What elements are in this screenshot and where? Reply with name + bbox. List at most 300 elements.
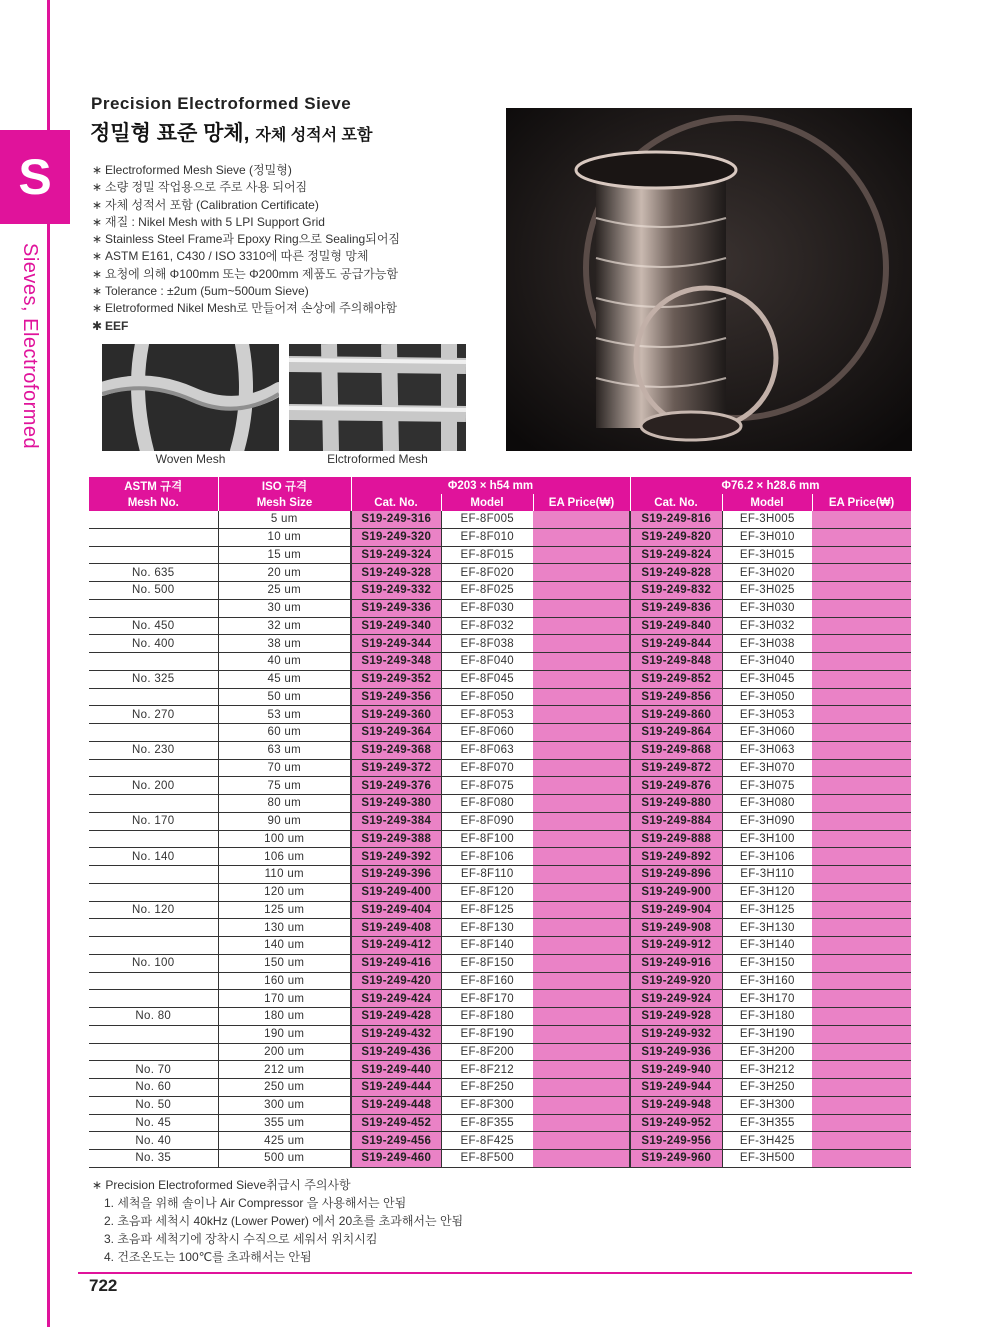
price-cell	[533, 1008, 630, 1026]
price-cell	[812, 564, 911, 582]
price-cell	[812, 972, 911, 990]
model-cell: EF-8F080	[441, 795, 533, 813]
cat-no-cell: S19-249-928	[630, 1008, 722, 1026]
price-cell	[533, 830, 630, 848]
table-row	[89, 990, 911, 1008]
iso-size-cell: 125 um	[218, 901, 351, 919]
header-price: EA Price(₩)	[533, 494, 630, 511]
model-cell: EF-8F170	[441, 990, 533, 1008]
astm-mesh-cell: No. 120	[89, 901, 218, 919]
price-cell	[533, 812, 630, 830]
model-cell: EF-8F040	[441, 653, 533, 671]
price-cell	[812, 1096, 911, 1114]
price-cell	[533, 1132, 630, 1150]
note-line: 3. 초음파 세척기에 장착시 수직으로 세워서 위치시킴	[104, 1232, 378, 1246]
price-cell	[812, 883, 911, 901]
model-cell: EF-3H180	[722, 1008, 812, 1026]
iso-size-cell: 130 um	[218, 919, 351, 937]
price-cell	[812, 546, 911, 564]
table-row	[89, 1061, 911, 1079]
header-iso: ISO 규격	[218, 477, 351, 494]
table-row	[89, 1150, 911, 1168]
price-cell	[533, 883, 630, 901]
price-cell	[533, 1079, 630, 1097]
cat-no-cell: S19-249-460	[351, 1150, 441, 1168]
iso-size-cell: 170 um	[218, 990, 351, 1008]
note-line: 4. 건조온도는 100℃를 초과해서는 안됨	[104, 1250, 312, 1264]
price-cell	[533, 901, 630, 919]
price-cell	[812, 528, 911, 546]
bullet-icon: ∗	[92, 232, 103, 247]
price-cell	[812, 1025, 911, 1043]
price-cell	[812, 812, 911, 830]
iso-size-cell: 60 um	[218, 724, 351, 742]
model-cell: EF-3H125	[722, 901, 812, 919]
astm-mesh-cell: No. 100	[89, 954, 218, 972]
price-cell	[533, 582, 630, 600]
title-korean-sub: 자체 성적서 포함	[255, 127, 373, 144]
feature-text: 재질 : Nikel Mesh with 5 LPI Support Grid	[105, 214, 325, 229]
cat-no-cell: S19-249-316	[351, 511, 441, 528]
iso-size-cell: 70 um	[218, 759, 351, 777]
model-cell: EF-8F060	[441, 724, 533, 742]
iso-size-cell: 25 um	[218, 582, 351, 600]
price-cell	[812, 937, 911, 955]
cat-no-cell: S19-249-824	[630, 546, 722, 564]
model-cell: EF-8F025	[441, 582, 533, 600]
price-cell	[812, 759, 911, 777]
cat-no-cell: S19-249-904	[630, 901, 722, 919]
cat-no-cell: S19-249-380	[351, 795, 441, 813]
bullet-icon: ∗	[92, 163, 103, 177]
astm-mesh-cell: No. 40	[89, 1132, 218, 1150]
cat-no-cell: S19-249-940	[630, 1061, 722, 1079]
price-cell	[533, 1150, 630, 1168]
feature-text: Stainless Steel Frame과 Epoxy Ring으로 Sealing되어짐	[105, 232, 400, 247]
iso-size-cell: 32 um	[218, 617, 351, 635]
cat-no-cell: S19-249-436	[351, 1043, 441, 1061]
cat-no-cell: S19-249-896	[630, 866, 722, 884]
table-row	[89, 706, 911, 724]
cat-no-cell: S19-249-960	[630, 1150, 722, 1168]
cat-no-cell: S19-249-880	[630, 795, 722, 813]
header-cat-no-2: Cat. No.	[630, 494, 722, 511]
woven-mesh-image	[102, 344, 279, 451]
table-header-row-1	[89, 477, 911, 494]
price-cell	[533, 706, 630, 724]
price-cell	[812, 617, 911, 635]
model-cell: EF-3H150	[722, 954, 812, 972]
table-row	[89, 724, 911, 742]
cat-no-cell: S19-249-412	[351, 937, 441, 955]
model-cell: EF-3H130	[722, 919, 812, 937]
page-number: 722	[89, 1276, 118, 1295]
model-cell: EF-8F110	[441, 866, 533, 884]
iso-size-cell: 75 um	[218, 777, 351, 795]
astm-mesh-cell	[89, 688, 218, 706]
astm-mesh-cell: No. 170	[89, 812, 218, 830]
cat-no-cell: S19-249-924	[630, 990, 722, 1008]
table-row	[89, 848, 911, 866]
price-cell	[533, 1114, 630, 1132]
iso-size-cell: 20 um	[218, 564, 351, 582]
price-cell	[812, 777, 911, 795]
price-cell	[533, 972, 630, 990]
price-cell	[812, 1008, 911, 1026]
cat-no-cell: S19-249-428	[351, 1008, 441, 1026]
price-cell	[812, 919, 911, 937]
model-cell: EF-8F106	[441, 848, 533, 866]
feature-text: EEF	[105, 318, 129, 333]
iso-size-cell: 45 um	[218, 670, 351, 688]
footer-rule	[78, 1272, 912, 1274]
cat-no-cell: S19-249-324	[351, 546, 441, 564]
model-cell: EF-3H005	[722, 511, 812, 528]
iso-size-cell: 100 um	[218, 830, 351, 848]
cat-no-cell: S19-249-452	[351, 1114, 441, 1132]
table-row	[89, 954, 911, 972]
cat-no-cell: S19-249-336	[351, 599, 441, 617]
model-cell: EF-3H300	[722, 1096, 812, 1114]
cat-no-cell: S19-249-344	[351, 635, 441, 653]
price-cell	[533, 617, 630, 635]
astm-mesh-cell	[89, 866, 218, 884]
model-cell: EF-3H063	[722, 741, 812, 759]
table-row	[89, 759, 911, 777]
cat-no-cell: S19-249-944	[630, 1079, 722, 1097]
astm-mesh-cell: No. 200	[89, 777, 218, 795]
side-title	[18, 243, 46, 473]
feature-text: ASTM E161, C430 / ISO 3310에 따른 정밀형 망체	[105, 249, 369, 264]
astm-mesh-cell: No. 400	[89, 635, 218, 653]
cat-no-cell: S19-249-856	[630, 688, 722, 706]
header-astm: ASTM 규격	[89, 477, 218, 494]
price-cell	[812, 741, 911, 759]
table-row	[89, 688, 911, 706]
bullet-icon: ∗	[92, 197, 103, 212]
price-cell	[812, 1132, 911, 1150]
feature-item	[92, 283, 502, 300]
model-cell: EF-3H140	[722, 937, 812, 955]
table-row	[89, 1132, 911, 1150]
header-model: Model	[441, 494, 533, 511]
astm-mesh-cell	[89, 1043, 218, 1061]
astm-mesh-cell: No. 230	[89, 741, 218, 759]
iso-size-cell: 53 um	[218, 706, 351, 724]
table-row	[89, 1025, 911, 1043]
model-cell: EF-8F300	[441, 1096, 533, 1114]
cat-no-cell: S19-249-828	[630, 564, 722, 582]
table-row	[89, 1114, 911, 1132]
header-model-2: Model	[722, 494, 812, 511]
table-row	[89, 599, 911, 617]
model-cell: EF-3H060	[722, 724, 812, 742]
model-cell: EF-3H090	[722, 812, 812, 830]
feature-item	[92, 248, 502, 265]
model-cell: EF-3H170	[722, 990, 812, 1008]
model-cell: EF-3H015	[722, 546, 812, 564]
astm-mesh-cell: No. 45	[89, 1114, 218, 1132]
astm-mesh-cell	[89, 937, 218, 955]
header-mesh-size: Mesh Size	[218, 494, 351, 511]
cat-no-cell: S19-249-416	[351, 954, 441, 972]
iso-size-cell: 140 um	[218, 937, 351, 955]
cat-no-cell: S19-249-392	[351, 848, 441, 866]
astm-mesh-cell: No. 60	[89, 1079, 218, 1097]
astm-mesh-cell	[89, 511, 218, 528]
model-cell: EF-8F038	[441, 635, 533, 653]
iso-size-cell: 10 um	[218, 528, 351, 546]
price-cell	[533, 724, 630, 742]
iso-size-cell: 355 um	[218, 1114, 351, 1132]
table-row	[89, 653, 911, 671]
astm-mesh-cell	[89, 759, 218, 777]
price-cell	[812, 901, 911, 919]
cat-no-cell: S19-249-948	[630, 1096, 722, 1114]
model-cell: EF-8F425	[441, 1132, 533, 1150]
iso-size-cell: 425 um	[218, 1132, 351, 1150]
feature-item	[92, 300, 502, 317]
iso-size-cell: 106 um	[218, 848, 351, 866]
cat-no-cell: S19-249-332	[351, 582, 441, 600]
model-cell: EF-3H250	[722, 1079, 812, 1097]
table-row	[89, 1043, 911, 1061]
cat-no-cell: S19-249-920	[630, 972, 722, 990]
model-cell: EF-8F120	[441, 883, 533, 901]
cat-no-cell: S19-249-340	[351, 617, 441, 635]
cat-no-cell: S19-249-360	[351, 706, 441, 724]
price-cell	[812, 653, 911, 671]
iso-size-cell: 180 um	[218, 1008, 351, 1026]
astm-mesh-cell: No. 450	[89, 617, 218, 635]
cat-no-cell: S19-249-320	[351, 528, 441, 546]
table-row	[89, 777, 911, 795]
cat-no-cell: S19-249-884	[630, 812, 722, 830]
model-cell: EF-3H190	[722, 1025, 812, 1043]
feature-text: 요청에 의해 Φ100mm 또는 Φ200mm 제품도 공급가능함	[105, 266, 399, 281]
price-cell	[533, 688, 630, 706]
table-row	[89, 830, 911, 848]
cat-no-cell: S19-249-852	[630, 670, 722, 688]
feature-item	[92, 179, 502, 196]
price-cell	[533, 599, 630, 617]
feature-item	[92, 162, 502, 179]
price-cell	[533, 919, 630, 937]
table-row	[89, 546, 911, 564]
price-cell	[812, 830, 911, 848]
price-cell	[533, 954, 630, 972]
price-cell	[533, 848, 630, 866]
feature-text: 소량 정밀 작업용으로 주로 사용 되어짐	[105, 180, 308, 195]
price-cell	[533, 990, 630, 1008]
note-line: 1. 세척을 위해 솔이나 Air Compressor 을 사용해서는 안됨	[104, 1196, 407, 1210]
astm-mesh-cell: No. 50	[89, 1096, 218, 1114]
astm-mesh-cell: No. 80	[89, 1008, 218, 1026]
price-cell	[533, 653, 630, 671]
price-cell	[533, 528, 630, 546]
cat-no-cell: S19-249-444	[351, 1079, 441, 1097]
electroformed-mesh-image	[289, 344, 466, 451]
cat-no-cell: S19-249-912	[630, 937, 722, 955]
astm-mesh-cell	[89, 972, 218, 990]
price-cell	[812, 635, 911, 653]
bullet-icon: ∗	[92, 301, 103, 316]
model-cell: EF-8F140	[441, 937, 533, 955]
cat-no-cell: S19-249-424	[351, 990, 441, 1008]
model-cell: EF-3H045	[722, 670, 812, 688]
model-cell: EF-8F063	[441, 741, 533, 759]
table-row	[89, 528, 911, 546]
model-cell: EF-8F053	[441, 706, 533, 724]
astm-mesh-cell	[89, 990, 218, 1008]
note-line: 2. 초음파 세척시 40kHz (Lower Power) 에서 20초를 초과해서는 안됨	[104, 1214, 464, 1228]
model-cell: EF-8F075	[441, 777, 533, 795]
model-cell: EF-3H110	[722, 866, 812, 884]
model-cell: EF-8F020	[441, 564, 533, 582]
model-cell: EF-8F070	[441, 759, 533, 777]
iso-size-cell: 190 um	[218, 1025, 351, 1043]
cat-no-cell: S19-249-932	[630, 1025, 722, 1043]
price-cell	[533, 635, 630, 653]
price-cell	[533, 1025, 630, 1043]
model-cell: EF-8F500	[441, 1150, 533, 1168]
astm-mesh-cell: No. 140	[89, 848, 218, 866]
model-cell: EF-8F015	[441, 546, 533, 564]
cat-no-cell: S19-249-872	[630, 759, 722, 777]
section-letter: S	[18, 149, 52, 205]
cat-no-cell: S19-249-408	[351, 919, 441, 937]
cat-no-cell: S19-249-956	[630, 1132, 722, 1150]
cat-no-cell: S19-249-404	[351, 901, 441, 919]
model-cell: EF-3H075	[722, 777, 812, 795]
feature-list	[92, 162, 502, 335]
table-row	[89, 1096, 911, 1114]
bullet-icon: ∗	[92, 284, 103, 299]
astm-mesh-cell: No. 35	[89, 1150, 218, 1168]
model-cell: EF-8F160	[441, 972, 533, 990]
table-row	[89, 883, 911, 901]
model-cell: EF-3H010	[722, 528, 812, 546]
price-cell	[533, 1043, 630, 1061]
iso-size-cell: 90 um	[218, 812, 351, 830]
model-cell: EF-3H160	[722, 972, 812, 990]
iso-size-cell: 250 um	[218, 1079, 351, 1097]
price-cell	[533, 511, 630, 528]
price-cell	[533, 759, 630, 777]
price-cell	[812, 582, 911, 600]
model-cell: EF-8F050	[441, 688, 533, 706]
cat-no-cell: S19-249-840	[630, 617, 722, 635]
electroformed-mesh-caption: Elctroformed Mesh	[327, 452, 428, 466]
cat-no-cell: S19-249-900	[630, 883, 722, 901]
model-cell: EF-3H106	[722, 848, 812, 866]
price-cell	[812, 866, 911, 884]
cat-no-cell: S19-249-916	[630, 954, 722, 972]
iso-size-cell: 63 um	[218, 741, 351, 759]
cat-no-cell: S19-249-820	[630, 528, 722, 546]
table-row	[89, 741, 911, 759]
price-cell	[812, 1061, 911, 1079]
cat-no-cell: S19-249-844	[630, 635, 722, 653]
price-cell	[812, 670, 911, 688]
table-row	[89, 617, 911, 635]
model-cell: EF-8F190	[441, 1025, 533, 1043]
cat-no-cell: S19-249-368	[351, 741, 441, 759]
price-cell	[812, 795, 911, 813]
cat-no-cell: S19-249-356	[351, 688, 441, 706]
iso-size-cell: 5 um	[218, 511, 351, 528]
cat-no-cell: S19-249-876	[630, 777, 722, 795]
cat-no-cell: S19-249-348	[351, 653, 441, 671]
model-cell: EF-8F180	[441, 1008, 533, 1026]
feature-text: Tolerance : ±2um (5um~500um Sieve)	[105, 284, 309, 299]
astm-mesh-cell	[89, 795, 218, 813]
price-cell	[533, 1096, 630, 1114]
cat-no-cell: S19-249-868	[630, 741, 722, 759]
cat-no-cell: S19-249-396	[351, 866, 441, 884]
model-cell: EF-3H500	[722, 1150, 812, 1168]
model-cell: EF-8F130	[441, 919, 533, 937]
iso-size-cell: 150 um	[218, 954, 351, 972]
model-cell: EF-3H053	[722, 706, 812, 724]
title-korean	[90, 117, 372, 147]
cat-no-cell: S19-249-420	[351, 972, 441, 990]
bullet-icon: ∗	[92, 214, 103, 229]
table-row	[89, 937, 911, 955]
bullet-icon: ∗	[92, 266, 103, 281]
cat-no-cell: S19-249-448	[351, 1096, 441, 1114]
model-cell: EF-8F045	[441, 670, 533, 688]
astm-mesh-cell	[89, 919, 218, 937]
model-cell: EF-3H030	[722, 599, 812, 617]
model-cell: EF-8F150	[441, 954, 533, 972]
astm-mesh-cell: No. 270	[89, 706, 218, 724]
bullet-icon: ✱	[92, 318, 103, 333]
cat-no-cell: S19-249-352	[351, 670, 441, 688]
model-cell: EF-8F032	[441, 617, 533, 635]
price-cell	[812, 1114, 911, 1132]
model-cell: EF-3H120	[722, 883, 812, 901]
feature-text: 자체 성적서 포함 (Calibration Certificate)	[105, 197, 319, 212]
iso-size-cell: 15 um	[218, 546, 351, 564]
astm-mesh-cell	[89, 1025, 218, 1043]
iso-size-cell: 40 um	[218, 653, 351, 671]
feature-item	[92, 214, 502, 231]
price-cell	[533, 546, 630, 564]
iso-size-cell: 120 um	[218, 883, 351, 901]
note-line: ∗ Precision Electroformed Sieve취급시 주의사항	[92, 1178, 351, 1192]
cat-no-cell: S19-249-836	[630, 599, 722, 617]
price-cell	[812, 706, 911, 724]
table-row	[89, 670, 911, 688]
price-cell	[533, 937, 630, 955]
iso-size-cell: 212 um	[218, 1061, 351, 1079]
model-cell: EF-3H355	[722, 1114, 812, 1132]
feature-item	[92, 318, 502, 335]
model-cell: EF-3H212	[722, 1061, 812, 1079]
price-cell	[812, 511, 911, 528]
iso-size-cell: 500 um	[218, 1150, 351, 1168]
price-cell	[812, 1150, 911, 1168]
cat-no-cell: S19-249-936	[630, 1043, 722, 1061]
header-group-76: Φ76.2 × h28.6 mm	[630, 477, 911, 494]
model-cell: EF-3H080	[722, 795, 812, 813]
model-cell: EF-3H425	[722, 1132, 812, 1150]
feature-text: Eletroformed Nikel Mesh로 만들어져 손상에 주의해야함	[105, 301, 398, 316]
cat-no-cell: S19-249-816	[630, 511, 722, 528]
header-group-203: Φ203 × h54 mm	[351, 477, 630, 494]
model-cell: EF-3H038	[722, 635, 812, 653]
